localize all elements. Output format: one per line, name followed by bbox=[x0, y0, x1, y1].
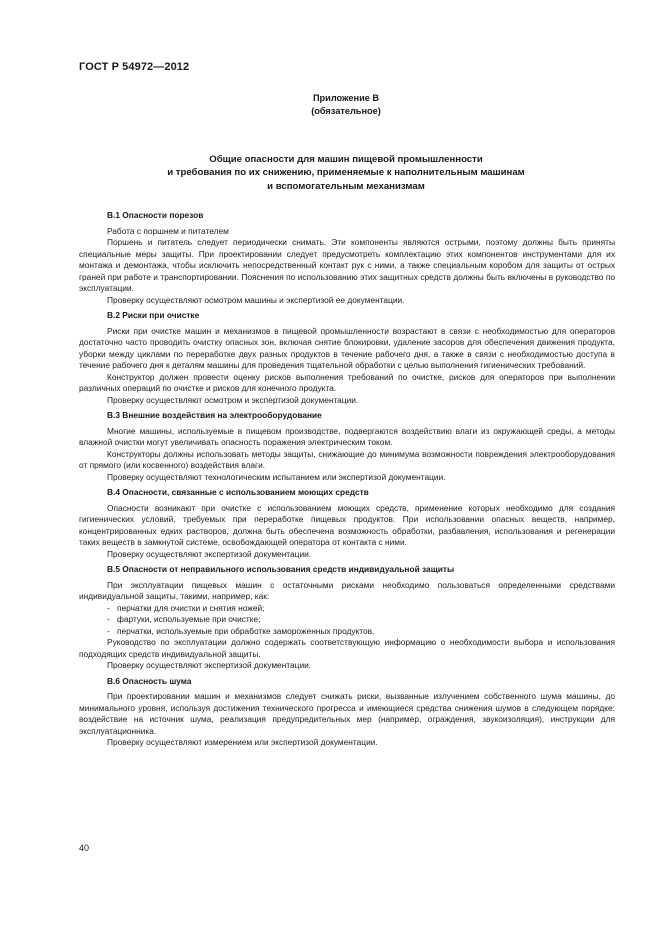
paragraph: Проверку осуществляют технологическим испытанием или экспертизой документации. bbox=[107, 471, 446, 482]
section-b4 bbox=[79, 487, 615, 560]
paragraph: Проверку осуществляют экспертизой документации. bbox=[107, 660, 312, 670]
paragraph: Проверку осуществляют осмотром и экспертизой документации. bbox=[107, 394, 359, 405]
paragraph: Проверку осуществляют измерением или экспертизой документации. bbox=[107, 737, 378, 747]
annex-status: (обязательное) bbox=[311, 106, 381, 116]
paragraph: Конструктор должен провести оценку рисков выполнения требований по очистке, рисков для операторов при выполнении различных операций по очистке и рисков для конечного продукта. bbox=[79, 371, 615, 393]
page-number: 40 bbox=[79, 843, 90, 853]
list-item-text: перчатки для очистки и снятия ножей; bbox=[117, 602, 265, 613]
section-heading: В.6 Опасность шума bbox=[107, 675, 192, 686]
document-body bbox=[79, 210, 615, 749]
section-heading: В.5 Опасности от неправильного использования средств индивидуальной защиты bbox=[107, 564, 455, 574]
list-item: - перчатки, используемые при обработке замороженных продуктов. bbox=[107, 625, 375, 636]
list-item-text: фартуки, используемые при очистке; bbox=[117, 614, 261, 624]
list-item-text: перчатки, используемые при обработке замороженных продуктов. bbox=[117, 625, 375, 636]
section-heading: В.3 Внешние воздействия на электрооборудование bbox=[107, 410, 322, 420]
section-b5 bbox=[79, 564, 615, 672]
paragraph: Многие машины, используемые в пищевом производстве, подвергаются воздействию влаги из окружающей среды, а методы влажной очистки могут увеличивать опасность поражения электрическим током. bbox=[79, 425, 615, 447]
document-code: ГОСТ Р 54972—2012 bbox=[79, 61, 190, 73]
paragraph: При эксплуатации пищевых машин с остаточными рисками необходимо пользоваться определенными средствами индивидуальной защиты, такими, например, как: bbox=[79, 579, 615, 601]
paragraph: Конструкторы должны использовать методы защиты, снижающие до минимума возможности повреждения электрооборудования от прямого (или косвенного) воздействия влаги. bbox=[79, 448, 615, 470]
paragraph: Опасности возникают при очистке с использованием моющих средств, применение которых необходимо для создания гигиенических условий, требуемых при переработке пищевых продуктов. При использовании опасных веществ, например, концентрированных едких растворов, должна быть обеспечена возможность обработки, разбавления, использования и регенерации таких веществ в замкнутой системе, освобождающей оператора от контакта с ними. bbox=[79, 502, 615, 547]
section-heading: В.1 Опасности порезов bbox=[107, 210, 204, 220]
paragraph: Поршень и питатель следует периодически снимать. Эти компоненты являются острыми, поэтому должны быть приняты специальные меры защиты. При проектировании следует предусмотреть комплектацию этих компонентов инструментами для их монтажа и демонтажа, чтобы исключить непосредственный контакт рук с ними, а также специальным коробом для защиты от острых граней при работе и транспортировании. Пояснения по использованию этих защитных средств должны быть включены в руководство по эксплуатации. bbox=[79, 237, 615, 293]
section-b2 bbox=[79, 310, 615, 406]
annex-label bbox=[200, 92, 492, 118]
paragraph: Руководство по эксплуатации должно содержать соответствующую информацию о необходимости выбора и использования подходящих средств индивидуальной защиты. bbox=[79, 637, 615, 659]
section-heading: В.4 Опасности, связанные с использованием моющих средств bbox=[107, 487, 369, 497]
annex-heading-line: и требования по их снижению, применяемые к наполнительным машинам bbox=[167, 167, 525, 179]
paragraph: При проектировании машин и механизмов следует снижать риски, вызванные излучением собственного шума машины, до минимального уровня, используя достижения технического прогресса и имеющиеся средства снижения шумов в следующем порядке: воздействие на источник шума, реализация предупредительных мер (например, ограждения, звукоизоляция), инструкции для эксплуатационника. bbox=[79, 691, 615, 736]
section-b3 bbox=[79, 410, 615, 483]
paragraph: Проверку осуществляют осмотром машины и экспертизой ее документации. bbox=[107, 294, 405, 305]
annex-heading bbox=[90, 153, 602, 193]
list-item: - фартуки, используемые при очистке; bbox=[107, 614, 261, 624]
section-b6 bbox=[79, 676, 615, 749]
subheading: Работа с поршнем и питателем bbox=[107, 225, 229, 236]
annex-heading-line: Общие опасности для машин пищевой промышленности bbox=[209, 154, 483, 165]
paragraph: Проверку осуществляют экспертизой документации. bbox=[107, 548, 312, 559]
list-item: - перчатки для очистки и снятия ножей; bbox=[107, 602, 265, 613]
annex-title: Приложение В bbox=[312, 93, 380, 103]
section-heading: В.2 Риски при очистке bbox=[107, 310, 200, 320]
section-b1 bbox=[79, 210, 615, 306]
annex-heading-line: и вспомогательным механизмам bbox=[267, 180, 425, 192]
paragraph: Риски при очистке машин и механизмов в пищевой промышленности возрастают в связи с необходимостью для операторов достаточно часто проводить очистку опасных зон, включая снятие блокировки, удаление засоров для обеспечения движения продукта, уборки между циклами по переработке двух разных продуктов в течение рабочего дня, а также в связи с необходимостью доступа в течение рабочего дня к деталям машины для проведения тщательной обработки с целью выполнения гигиенических требований. bbox=[79, 325, 615, 370]
